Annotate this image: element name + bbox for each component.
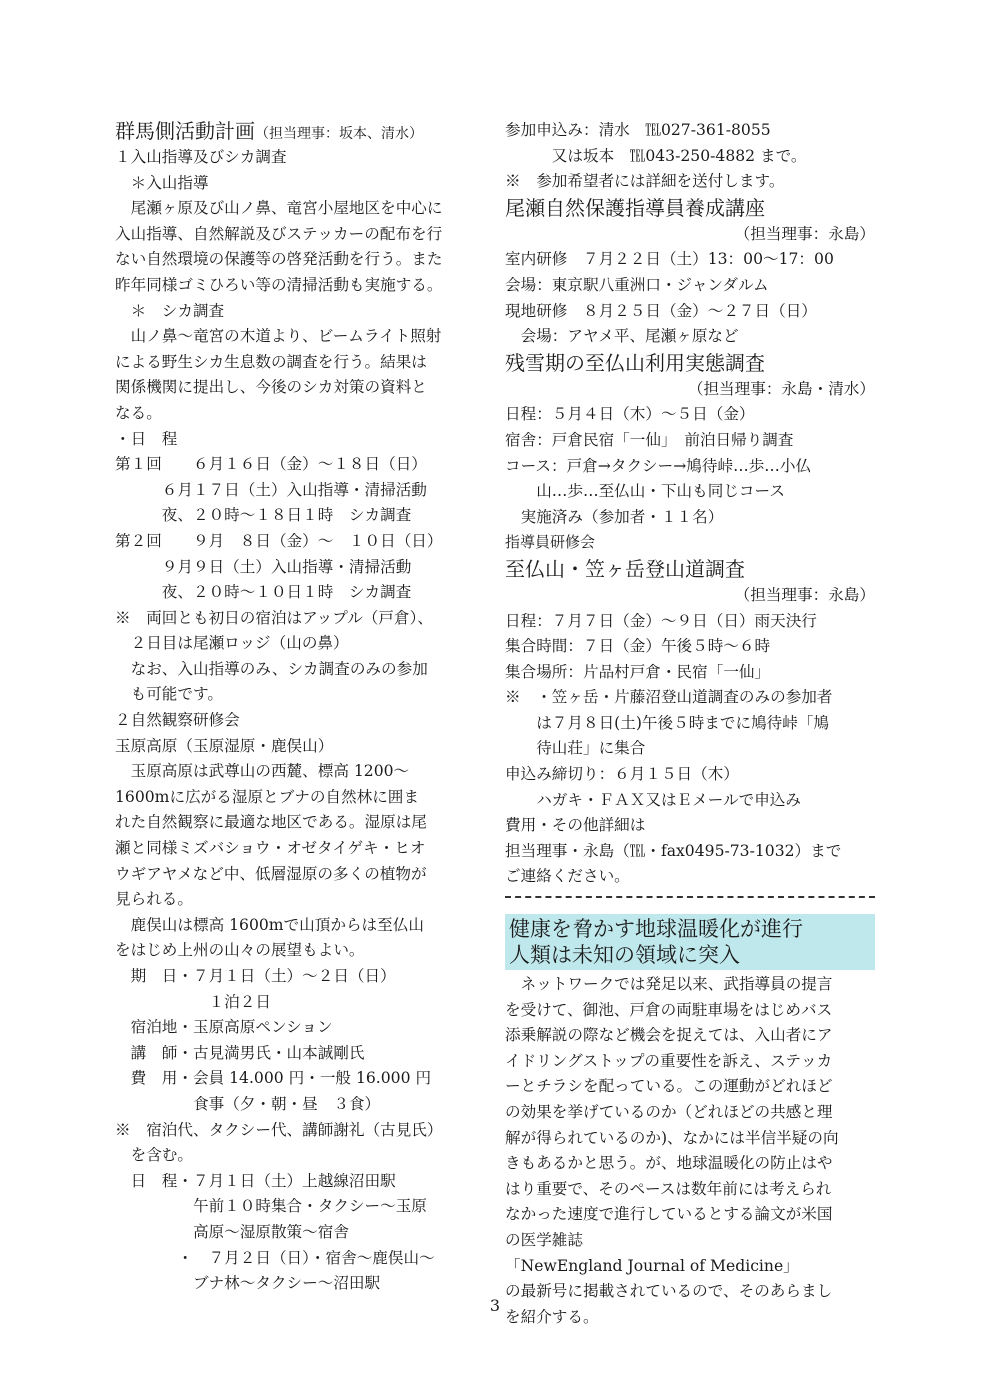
left-column-line: を含む。 — [115, 1146, 193, 1165]
right-column-line: 参加申込み：清水 ℡027-361-8055 — [505, 121, 771, 139]
article-headline-line-1: 健康を脅かす地球温暖化が進行 — [509, 917, 803, 942]
left-column-line: ウギアヤメなど中、低層湿原の多くの植物が — [115, 864, 427, 883]
article-headline — [505, 914, 875, 970]
right-column-line: 現地研修 ８月２５日（金）～２７日（日） — [505, 301, 817, 320]
left-column-line: 夜、２０時～１０日１時 シカ調査 — [115, 583, 412, 602]
left-column-line: ・ ７月２日（日）・宿舎～鹿俣山～ — [115, 1248, 435, 1267]
gunma-heading — [115, 118, 490, 145]
left-column-line: 鹿俣山は標高 1600mで山頂からは至仏山 — [115, 915, 424, 934]
right-column-line: 室内研修 ７月２２日（土）13：00～17：00 — [505, 250, 834, 269]
article-line: なかった速度で進行しているとする論文が米国 — [505, 1205, 833, 1224]
article-line: の医学雑誌 — [505, 1230, 583, 1249]
right-column-line: 実施済み（参加者・１１名） — [505, 507, 724, 526]
article-line: 「NewEngland Journal of Medicine」 — [505, 1256, 799, 1275]
article-line: を受けて、御池、戸倉の両駐車場をはじめバス — [505, 1000, 833, 1019]
left-column-line: ※ 宿泊代、タクシー代、講師謝礼（古見氏） — [115, 1120, 443, 1139]
right-column-line: ※ 参加希望者には詳細を送付します。 — [505, 172, 785, 191]
right-column-line: 待山荘」に集合 — [505, 739, 646, 758]
left-column-line: 日 程・７月１日（土）上越線沼田駅 — [115, 1171, 396, 1190]
right-column-line: 宿舎：戸倉民宿「一仙」 前泊日帰り調査 — [505, 430, 794, 449]
oze-course-heading: 尾瀬自然保護指導員養成講座 — [505, 195, 765, 220]
right-column-line: 担当理事・永島（℡・fax0495-73-1032）まで — [505, 841, 842, 860]
right-column-line: 又は坂本 ℡043-250-4882 まで。 — [505, 146, 807, 165]
left-column-line: 1600mに広がる湿原とブナの自然林に囲ま — [115, 787, 419, 806]
left-column-line: ＊入山指導 — [115, 173, 209, 192]
left-column-line: 宿泊地・玉原高原ペンション — [115, 1018, 333, 1037]
left-column-line: なお、入山指導のみ、シカ調査のみの参加 — [115, 659, 428, 678]
left-column-line: をはじめ上州の山々の展望もよい。 — [115, 941, 365, 960]
right-column-line: （担当理事：永島・清水） — [687, 379, 875, 398]
trail-survey-heading: 至仏山・笠ヶ岳登山道調査 — [505, 556, 745, 581]
right-column-line: （担当理事：永島） — [734, 224, 875, 243]
left-column-line: ブナ林～タクシー～沼田駅 — [115, 1274, 381, 1293]
left-column-line: ※ 両回とも初日の宿泊はアップル（戸倉）、 — [115, 608, 433, 627]
right-column-line: 会場：アヤメ平、尾瀬ヶ原など — [505, 327, 739, 346]
left-column-line: 昨年同様ゴミひろい等の清掃活動も実施する。 — [115, 275, 443, 294]
left-column — [115, 118, 490, 1297]
article-line: ネットワークでは発足以来、武指導員の提言 — [505, 975, 833, 994]
left-column-line: れた自然観察に最適な地区である。湿原は尾 — [115, 813, 427, 832]
shibutsu-survey-heading: 残雪期の至仏山利用実態調査 — [505, 350, 765, 375]
right-column-line: ハガキ・ＦＡＸ又はＥメールで申込み — [505, 790, 801, 809]
right-column-line: 集合場所：片品村戸倉・民宿「一仙」 — [505, 662, 771, 681]
right-column-line: ご連絡ください。 — [505, 867, 630, 886]
left-column-line: 夜、２０時～１８日１時 シカ調査 — [115, 506, 412, 525]
article-line: 解が得られているのか)、なかには半信半疑の向 — [505, 1128, 839, 1147]
section-title: 群馬側活動計画 — [115, 119, 255, 143]
right-column-line: 日程：５月４日（木）～５日（金） — [505, 405, 755, 424]
article-line: イドリングストップの重要性を訴え、ステッカ — [505, 1051, 833, 1070]
article-line: ーとチラシを配っている。この運動がどれほど — [505, 1077, 833, 1096]
right-column-line: （担当理事：永島） — [734, 585, 875, 604]
article-line: の効果を挙げているのか（どれほどの共感と理 — [505, 1103, 833, 1121]
right-column-line: 集合時間：７日（金）午後５時～６時 — [505, 637, 771, 656]
page-number: 3 — [489, 1296, 501, 1315]
left-column-line: 入山指導、自然解説及びステッカーの配布を行 — [115, 224, 443, 243]
right-column-line: 費用・その他詳細は — [505, 816, 646, 835]
left-column-line: 午前１０時集合・タクシー～玉原 — [115, 1197, 427, 1216]
left-column-line: ・日 程 — [115, 429, 178, 448]
right-column-line: 日程：７月７日（金）～９日（日）雨天決行 — [505, 611, 817, 630]
left-column-line: ２日目は尾瀬ロッジ（山の鼻） — [115, 634, 349, 653]
article-headline-line-2: 人類は未知の領域に突入 — [509, 943, 740, 968]
article-line: 添乗解説の際など機会を捉えては、入山者にア — [505, 1026, 833, 1045]
right-column-line: 会場：東京駅八重洲口・ジャンダルム — [505, 275, 769, 294]
article-body — [505, 972, 875, 1330]
section-responsible: （担当理事：坂本、清水） — [255, 126, 423, 142]
article-line: はり重要で、そのペースは数年前には考えられ — [505, 1179, 832, 1198]
left-column-line: 講 師・古見満男氏・山本誠剛氏 — [115, 1043, 365, 1062]
left-column-line: ６月１７日（土）入山指導・清掃活動 — [115, 480, 427, 499]
left-column-line: 玉原高原（玉原湿原・鹿俣山） — [115, 736, 334, 755]
right-column-line: 申込み締切り：６月１５日（木） — [505, 765, 739, 784]
right-column-line: 山…歩…至仏山・下山も同じコース — [505, 482, 785, 501]
left-column-line: なる。 — [115, 403, 162, 422]
left-column-line: 関係機関に提出し、今後のシカ対策の資料と — [115, 378, 427, 397]
left-column-line: 期 日・７月１日（土）～２日（日） — [115, 967, 396, 985]
dashed-divider — [505, 896, 875, 910]
left-column-line: による野生シカ生息数の調査を行う。結果は — [115, 352, 427, 371]
left-column-line: １泊２日 — [115, 992, 271, 1011]
right-column-line: は７月８日(土)午後５時までに鳩待峠「鳩 — [505, 713, 830, 732]
left-column-line: も可能です。 — [115, 685, 223, 704]
left-column-line: ＊ シカ調査 — [115, 301, 225, 320]
left-column-line: 尾瀬ヶ原及び山ノ鼻、竜宮小屋地区を中心に — [115, 199, 443, 218]
right-column — [505, 118, 875, 1330]
left-column-line: 高原～湿原散策～宿舎 — [115, 1222, 349, 1241]
article-line: を紹介する。 — [505, 1307, 599, 1326]
left-column-line: 見られる。 — [115, 890, 193, 909]
left-column-line: 瀬と同様ミズバショウ・オゼタイゲキ・ヒオ — [115, 839, 426, 858]
left-column-line: 玉原高原は武尊山の西麓、標高 1200～ — [115, 762, 410, 781]
left-column-line: 費 用・会員 14.000 円・一般 16.000 円 — [115, 1069, 432, 1088]
left-column-line: １入山指導及びシカ調査 — [115, 148, 287, 166]
left-column-line: 食事（夕・朝・昼 ３食） — [115, 1094, 381, 1113]
right-column-line: コース：戸倉→タクシー→鳩待峠…歩…小仏 — [505, 456, 812, 475]
left-column-line: 第１回 ６月１６日（金）～１８日（日） — [115, 455, 427, 474]
right-column-line: ※ ・笠ヶ岳・片藤沼登山道調査のみの参加者 — [505, 688, 833, 707]
left-column-line: 山ノ鼻～竜宮の木道より、ビームライト照射 — [115, 327, 442, 346]
left-column-line: ２自然観察研修会 — [115, 711, 240, 730]
left-column-line: 第２回 ９月 ８日（金）～ １０日（日） — [115, 531, 443, 550]
left-column-line: ９月９日（土）入山指導・清掃活動 — [115, 557, 412, 576]
article-line: の最新号に掲載されているので、そのあらまし — [505, 1282, 833, 1301]
left-column-line: ない自然環境の保護等の啓発活動を行う。また — [115, 250, 443, 269]
article-line: きもあるかと思う。が、地球温暖化の防止はや — [505, 1154, 833, 1173]
right-column-line: 指導員研修会 — [505, 533, 596, 552]
